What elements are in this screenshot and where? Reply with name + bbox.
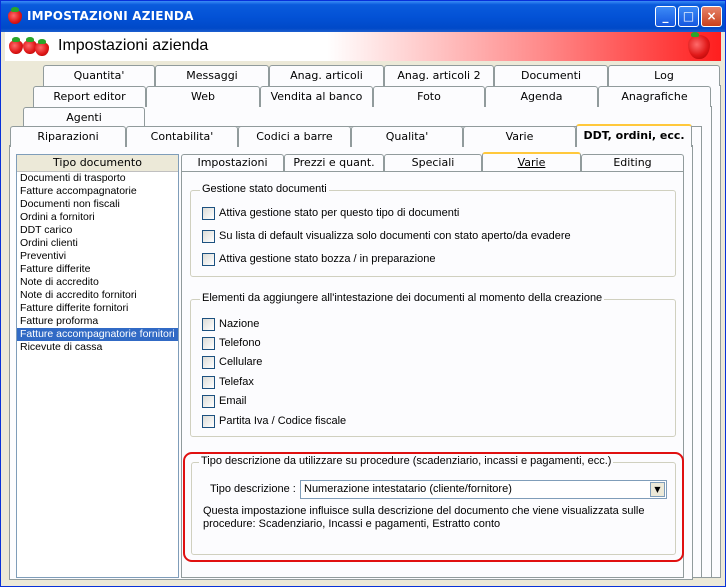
tab-codici-a-barre[interactable]: Codici a barre xyxy=(238,126,351,147)
tab-agenti[interactable]: Agenti xyxy=(23,107,145,128)
subtab-editing[interactable]: Editing xyxy=(581,154,684,172)
tab-anag-articoli[interactable]: Anag. articoli xyxy=(269,65,384,86)
checkbox-label: Telefax xyxy=(219,376,254,388)
checkbox-partita-iva[interactable] xyxy=(202,415,215,428)
checkbox-telefono[interactable] xyxy=(202,337,215,350)
subtab-prezzi-quant[interactable]: Prezzi e quant. xyxy=(284,154,384,172)
tab-quantita[interactable]: Quantita' xyxy=(43,65,155,86)
strawberry-app-icon xyxy=(8,10,22,24)
tab-web[interactable]: Web xyxy=(146,86,260,107)
checkbox-stato-bozza[interactable] xyxy=(202,253,215,266)
checkbox-label: Attiva gestione stato per questo tipo di documenti xyxy=(219,207,460,219)
title-bar[interactable] xyxy=(1,1,725,32)
tab-ddt-ordini-selected[interactable]: DDT, ordini, ecc. xyxy=(576,124,692,147)
checkbox-label: Su lista di default visualizza solo documenti con stato aperto/da evadere xyxy=(219,230,571,242)
checkbox-label: Cellulare xyxy=(219,356,263,368)
header-banner xyxy=(5,32,721,61)
group-title: Tipo descrizione da utilizzare su procedure (scadenziario, incassi e pagamenti, ecc.) xyxy=(201,455,612,467)
note-text-line-2: procedure: Scadenziario, Incassi e pagamenti, Estratto conto xyxy=(203,518,501,530)
tab-report-editor[interactable]: Report editor xyxy=(33,86,146,107)
group-title: Elementi da aggiungere all'intestazione dei documenti al momento della creazione xyxy=(202,292,603,304)
checkbox-lista-default[interactable] xyxy=(202,230,215,243)
strawberry-logo-icon xyxy=(35,42,49,56)
checkbox-nazione[interactable] xyxy=(202,318,215,331)
list-item[interactable]: Fatture differite fornitori xyxy=(20,302,129,314)
checkbox-cellulare[interactable] xyxy=(202,356,215,369)
subtab-impostazioni[interactable]: Impostazioni xyxy=(181,154,284,172)
list-item[interactable]: Note di accredito fornitori xyxy=(20,289,137,301)
list-item[interactable]: Preventivi xyxy=(20,250,67,262)
list-item[interactable]: Ricevute di cassa xyxy=(20,341,103,353)
list-item[interactable]: Fatture proforma xyxy=(20,315,99,327)
list-item[interactable]: Fatture accompagnatorie xyxy=(20,185,137,197)
strawberry-decoration-icon xyxy=(688,35,710,59)
tab-documenti[interactable]: Documenti xyxy=(494,65,608,86)
tab-agenda[interactable]: Agenda xyxy=(485,86,598,107)
document-type-list[interactable] xyxy=(16,154,179,578)
minimize-button[interactable]: _ xyxy=(655,6,676,27)
list-item[interactable]: Documenti di trasporto xyxy=(20,172,126,184)
maximize-button[interactable]: □ xyxy=(678,6,699,27)
checkbox-attiva-gestione-stato[interactable] xyxy=(202,207,215,220)
subtab-varie-selected[interactable]: Varie xyxy=(482,152,581,172)
checkbox-label: Email xyxy=(219,395,247,407)
group-title: Gestione stato documenti xyxy=(202,183,327,195)
list-item-selected[interactable]: Fatture accompagnatorie fornitori xyxy=(17,328,178,341)
list-item[interactable]: Documenti non fiscali xyxy=(20,198,120,210)
checkbox-label: Nazione xyxy=(219,318,260,330)
list-item[interactable]: Ordini a fornitori xyxy=(20,211,95,223)
select-value: Numerazione intestatario (cliente/fornitore) xyxy=(304,483,512,495)
tab-log[interactable]: Log xyxy=(608,65,720,86)
tab-anag-articoli-2[interactable]: Anag. articoli 2 xyxy=(384,65,494,86)
list-item[interactable]: DDT carico xyxy=(20,224,73,236)
checkbox-label: Partita Iva / Codice fiscale xyxy=(219,415,347,427)
tab-vendita-al-banco[interactable]: Vendita al banco xyxy=(260,86,373,107)
checkbox-email[interactable] xyxy=(202,395,215,408)
list-item[interactable]: Ordini clienti xyxy=(20,237,78,249)
subtab-speciali[interactable]: Speciali xyxy=(384,154,482,172)
tab-messaggi[interactable]: Messaggi xyxy=(155,65,269,86)
list-header[interactable]: Tipo documento xyxy=(17,155,178,172)
checkbox-label: Attiva gestione stato bozza / in preparazione xyxy=(219,253,436,265)
page-title: Impostazioni azienda xyxy=(58,37,209,54)
tipo-descrizione-label: Tipo descrizione : xyxy=(210,483,296,495)
checkbox-telefax[interactable] xyxy=(202,376,215,389)
list-item[interactable]: Note di accredito xyxy=(20,276,99,288)
tab-varie-main[interactable]: Varie xyxy=(463,126,576,147)
highlight-frame xyxy=(183,452,684,562)
strawberry-logo-icon xyxy=(9,40,23,54)
close-button[interactable]: × xyxy=(701,6,722,27)
window-title: IMPOSTAZIONI AZIENDA xyxy=(27,9,194,23)
checkbox-label: Telefono xyxy=(219,337,261,349)
tab-qualita[interactable]: Qualita' xyxy=(351,126,463,147)
tab-contabilita[interactable]: Contabilita' xyxy=(126,126,238,147)
list-item[interactable]: Fatture differite xyxy=(20,263,91,275)
tab-riparazioni[interactable]: Riparazioni xyxy=(10,126,126,147)
note-text-line-1: Questa impostazione influisce sulla descrizione del documento che viene visualizzata sulle xyxy=(203,505,645,517)
chevron-down-icon[interactable]: ▼ xyxy=(650,482,665,497)
tab-anagrafiche[interactable]: Anagrafiche xyxy=(598,86,711,107)
tab-foto[interactable]: Foto xyxy=(373,86,485,107)
